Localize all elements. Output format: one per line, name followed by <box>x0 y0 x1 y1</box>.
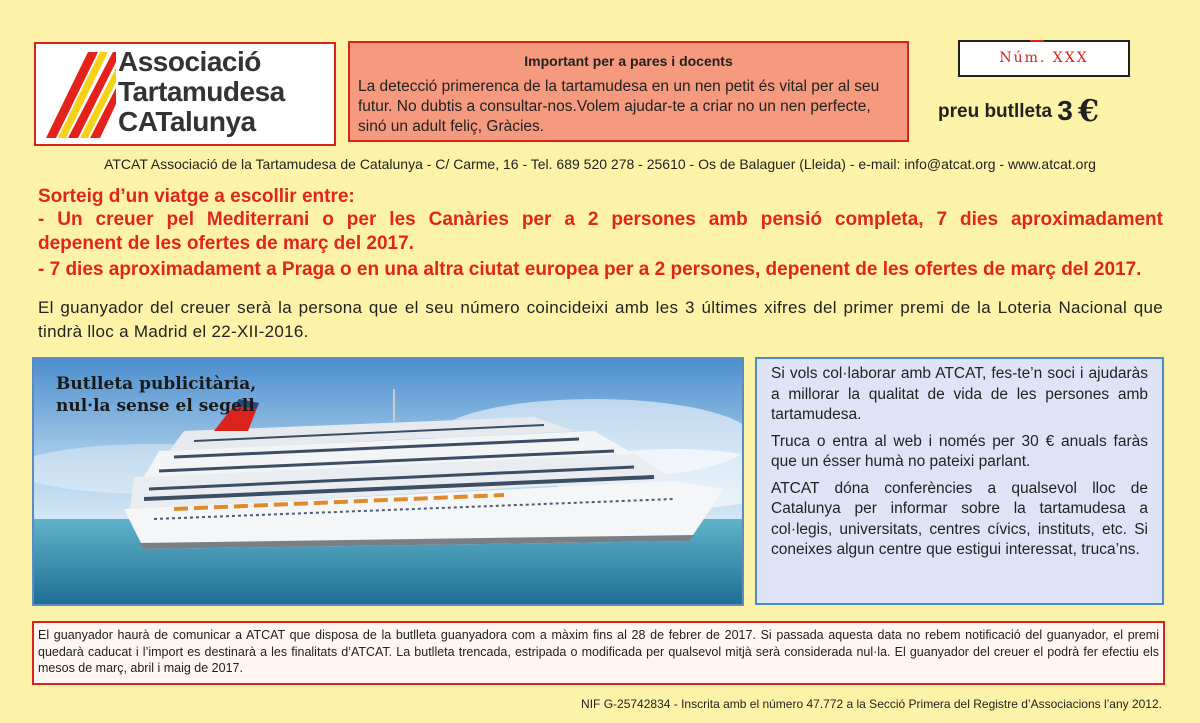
raffle-option-1: - Un creuer pel Mediterrani o per les Canàries per a 2 persones amb pensió completa, 7 dies aproximadament <box>38 209 1163 230</box>
registration-line: NIF G-25742834 - Inscrita amb el número 47.772 a la Secció Primera del Registre d’Associacions l’any 2012. <box>581 697 1162 711</box>
notice-title: Important per a pares i docents <box>524 53 733 69</box>
raffle-option-1-cont: depenent de les ofertes de març del 2017. <box>38 233 414 254</box>
info-paragraph-2: Truca o entra al web i només per 30 € anuals faràs que un ésser humà no pateixi parlant. <box>771 432 1148 470</box>
notice-text: La detecció primerenca de la tartamudesa en un nen petit és vital per al seu futur. No dubtis a consultar-nos.Volem ajudar-te a criar no un nen perfecte, sinó un adult feliç, Gràcies. <box>358 78 880 135</box>
logo-line-1: Associació <box>118 46 261 77</box>
catalan-stripes-icon <box>46 52 116 138</box>
info-paragraph-1: Si vols col·laborar amb ATCAT, fes-te’n soci i ajudaràs a millorar la qualitat de vida de les persones amb tartamudesa. <box>771 365 1148 423</box>
photo-caption <box>56 373 256 417</box>
ticket-number: Núm. XXX <box>999 50 1089 66</box>
price-value: 3 <box>1057 95 1073 126</box>
caption-line-1: Butlleta publicitària, <box>56 374 257 394</box>
association-logo <box>34 42 336 146</box>
caption-line-2: nul·la sense el segell <box>56 396 255 416</box>
price-label: preu butlleta <box>938 101 1053 122</box>
rules-box: El guanyador haurà de comunicar a ATCAT que disposa de la butlleta guanyadora com a màxim fins al 28 de febrer de 2017. Si passada aquesta data no rebem notificació del guanyador, el premi quedarà caducat i l’import es destinarà a les finalitats d’ATCAT. La butlleta trencada, estripada o modificada per qualsevol mitjà serà considerada nul·la. El guanyador del creuer el podrà fer efectiu els mesos de març, abril i maig de 2017. <box>32 621 1165 685</box>
contact-line: ATCAT Associació de la Tartamudesa de Catalunya - C/ Carme, 16 - Tel. 689 520 278 - 25610 - Os de Balaguer (Lleida) - e-mail: info@atcat.org - www.atcat.org <box>104 156 1096 172</box>
ticket-price <box>938 94 1099 129</box>
cruise-ship-photo <box>32 357 744 606</box>
number-mark <box>1030 40 1044 42</box>
raffle-heading: Sorteig d’un viatge a escollir entre: <box>38 186 355 207</box>
logo-line-2: Tartamudesa <box>118 76 285 107</box>
logo-line-3: CATalunya <box>118 106 256 137</box>
important-notice <box>348 41 909 142</box>
raffle-option-2: - 7 dies aproximadament a Praga o en una altra ciutat europea per a 2 persones, depenent de les ofertes de març del 2017. <box>38 259 1142 280</box>
euro-icon: € <box>1078 94 1100 129</box>
winner-text: El guanyador del creuer serà la persona que el seu número coincideixi amb les 3 últimes xifres del primer premi de la Loteria Nacional que tindrà lloc a Madrid el 22-XII-2016. <box>38 298 1163 341</box>
info-paragraph-3: ATCAT dóna conferències a qualsevol lloc de Catalunya per informar sobre la tartamudesa a col·legis, universitats, centres cívics, instituts, etc. Si coneixes algun centre que estigui interessat, truca’ns. <box>771 479 1148 558</box>
membership-info <box>755 357 1164 605</box>
ticket-number-box <box>958 40 1130 77</box>
